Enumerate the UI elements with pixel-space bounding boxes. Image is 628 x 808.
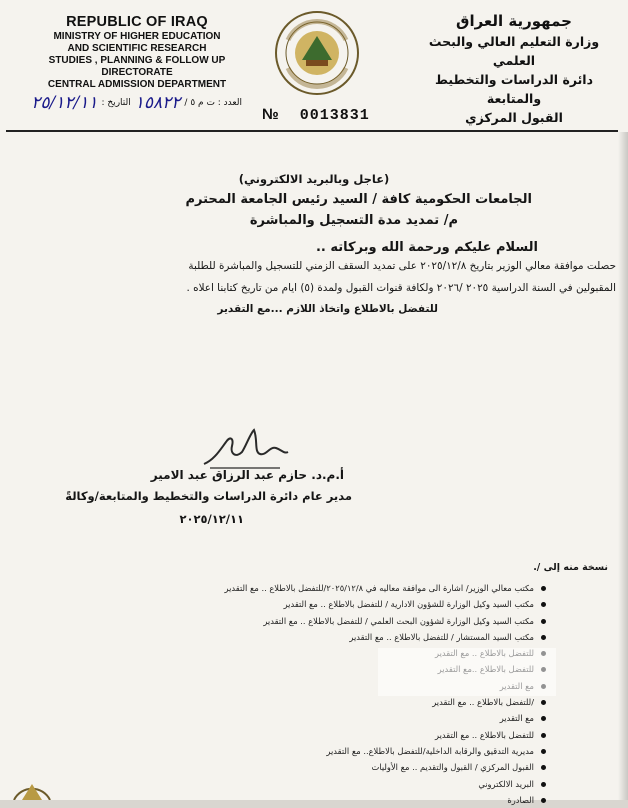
list-item: الصادرة [225, 792, 548, 808]
serial-prefix: № [262, 106, 280, 123]
list-item: مع التقدير [225, 710, 548, 726]
page-edge-shadow [618, 132, 628, 800]
list-item: مكتب معالي الوزير/ اشارة الى موافقة معاليه في ٢٠٢٥/١٢/٨/للتفضل بالاطلاع .. مع التقدير [225, 580, 548, 596]
body-line-2: المقبولين في السنة الدراسية ٢٠٢٥ /٢٠٢٦ ولكافة قنوات القبول ولمدة (٥) ايام من تاريخ كتابنا اعلاه . [186, 282, 616, 294]
footer-emblem-icon [10, 764, 54, 800]
letterhead-arabic [414, 10, 614, 127]
letterhead-en-line3: AND SCIENTIFIC RESEARCH [67, 43, 207, 54]
list-item: للتفضل بالاطلاع .. مع التقدير [225, 727, 548, 743]
list-item: مديرية التدقيق والرقابة الداخلية/للتفضل بالاطلاع.. مع التقدير [225, 743, 548, 759]
ministry-emblem-icon [274, 10, 360, 96]
addressee: الجامعات الحكومية كافة / السيد رئيس الجامعة المحترم [185, 192, 532, 207]
letterhead-ar-line3: دائرة الدراسات والتخطيط والمتابعة [434, 72, 593, 106]
closing-line: للتفضل بالاطلاع واتخاذ اللازم ...مع التقدير [217, 303, 438, 315]
letterhead-ar-line4: القبول المركزي [465, 110, 563, 125]
signatory-title: مدير عام دائرة الدراسات والتخطيط والمتابعة/وكالةً [65, 489, 352, 503]
letterhead-en-line1: REPUBLIC OF IRAQ [66, 14, 208, 30]
reference-date-value: ٢٥/١٢/١١ [31, 93, 98, 113]
signature-scribble [200, 424, 290, 474]
list-item: مكتب السيد وكيل الوزارة لشؤون البحث العلمي / للتفضل بالاطلاع .. مع التقدير [225, 613, 548, 629]
list-item: القبول المركزي / القبول والتقديم .. مع الأوليات [225, 759, 548, 775]
body-line-1: حصلت موافقة معالي الوزير بتاريخ ٢٠٢٥/١٢/٨ على تمديد السقف الزمني للتسجيل والمباشرة للطلبة [188, 260, 616, 272]
reference-date-label: التاريخ : [101, 98, 131, 108]
watermark-overlay [378, 648, 556, 696]
signature-date: ٢٠٢٥/١٢/١١ [179, 512, 244, 526]
letterhead-en-line5: CENTRAL ADMISSION DEPARTMENT [47, 79, 227, 90]
list-item: البريد الالكتروني [225, 776, 548, 792]
serial-number [262, 106, 370, 124]
reference-row [24, 92, 242, 114]
reference-number-label: العدد : ت م ٥ / [184, 98, 242, 108]
letterhead-ar-line2: وزارة التعليم العالي والبحث العلمي [428, 34, 600, 68]
list-item: /للتفضل بالاطلاع .. مع التقدير [225, 694, 548, 710]
letterhead-english [22, 14, 252, 91]
header-divider [6, 130, 618, 132]
letterhead-en-line2: MINISTRY OF HIGHER EDUCATION [53, 31, 221, 42]
signatory-name: أ.م.د. حازم عبد الرزاق عبد الامير [150, 468, 344, 482]
letterhead-ar-line1: جمهورية العراق [456, 12, 572, 30]
reference-number-value: ١٥٨٢٢ [134, 93, 181, 113]
greeting: السلام عليكم ورحمة الله وبركاته .. [315, 240, 538, 255]
list-item: مكتب السيد وكيل الوزارة للشؤون الادارية / للتفضل بالاطلاع .. مع التقدير [225, 596, 548, 612]
serial-value: 0013831 [299, 107, 370, 124]
subject-line: م/ تمديد مدة التسجيل والمباشرة [249, 213, 458, 228]
list-item: مكتب السيد المستشار / للتفضل بالاطلاع .. مع التقدير [225, 629, 548, 645]
letterhead-en-line4: STUDIES , PLANNING & FOLLOW UP DIRECTORATE [48, 55, 226, 78]
urgent-note: (عاجل وبالبريد الالكتروني) [238, 172, 390, 186]
copies-heading: نسخة منه إلى /. [533, 562, 608, 573]
